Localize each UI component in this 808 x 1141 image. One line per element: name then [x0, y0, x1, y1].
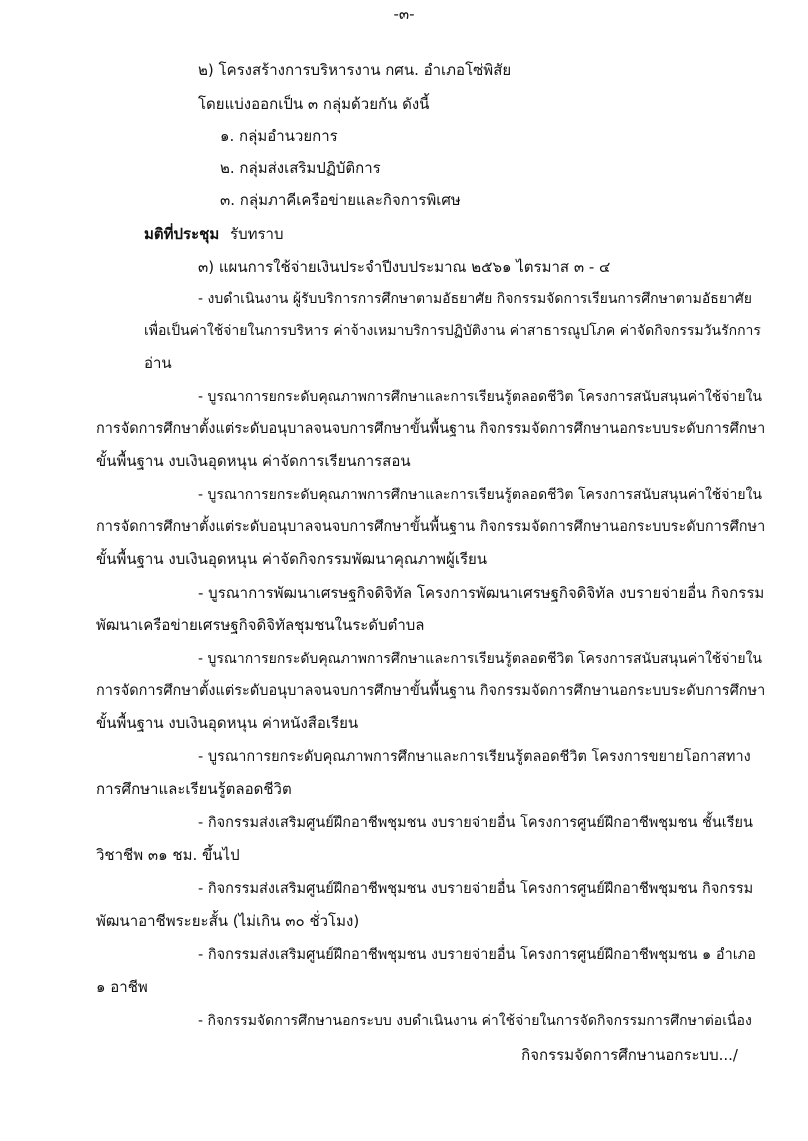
budget-item-line: การจัดการศึกษาตั้งแต่ระดับอนุบาลจนจบการศึกษาขั้นพื้นฐาน กิจกรรมจัดการศึกษานอกระบบระดับการศึกษา	[96, 421, 766, 437]
budget-item-line: - บูรณาการยกระดับคุณภาพการศึกษาและการเรียนรู้ตลอดชีวิต โครงการขยายโอกาสทาง	[198, 749, 751, 765]
budget-item-line: - บูรณาการยกระดับคุณภาพการศึกษาและการเรียนรู้ตลอดชีวิต โครงการสนับสนุนค่าใช้จ่ายใน	[198, 389, 762, 405]
budget-item-line: - กิจกรรมส่งเสริมศูนย์ฝึกอาชีพชุมชน งบรายจ่ายอื่น โครงการศูนย์ฝึกอาชีพชุมชน ชั้นเรียน	[198, 815, 753, 831]
budget-item-line: - บูรณาการยกระดับคุณภาพการศึกษาและการเรียนรู้ตลอดชีวิต โครงการสนับสนุนค่าใช้จ่ายใน	[198, 487, 762, 503]
budget-item-line: เพื่อเป็นค่าใช้จ่ายในการบริหาร ค่าจ้างเหมาบริการปฏิบัติงาน ค่าสาธารณูปโภค ค่าจัดกิจกรรมวันรักการ	[144, 323, 761, 339]
budget-item-line: ขั้นพื้นฐาน งบเงินอุดหนุน ค่าหนังสือเรียน	[96, 714, 359, 732]
resolution-value: รับทราบ	[230, 225, 284, 243]
section2-heading: ๒) โครงสร้างการบริหารงาน กศน. อำเภอโซ่พิสัย	[198, 61, 512, 79]
budget-item-line: การศึกษาและเรียนรู้ตลอดชีวิต	[96, 780, 292, 798]
resolution-label: มติที่ประชุม	[144, 225, 220, 243]
budget-item-line: ขั้นพื้นฐาน งบเงินอุดหนุน ค่าจัดกิจกรรมพัฒนาคุณภาพผู้เรียน	[96, 550, 488, 568]
page-number: -๓-	[393, 5, 415, 23]
budget-item-line: - กิจกรรมจัดการศึกษานอกระบบ งบดำเนินงาน ค่าใช้จ่ายในการจัดกิจกรรมการศึกษาต่อเนื่อง	[198, 1013, 752, 1029]
group-item: ๓. กลุ่มภาคีเครือข่ายและกิจการพิเศษ	[220, 191, 461, 209]
continuation-text: กิจกรรมจัดการศึกษานอกระบบ.../	[521, 1046, 738, 1064]
budget-item-line: - กิจกรรมส่งเสริมศูนย์ฝึกอาชีพชุมชน งบรายจ่ายอื่น โครงการศูนย์ฝึกอาชีพชุมชน กิจกรรม	[198, 881, 754, 897]
budget-item-line: - กิจกรรมส่งเสริมศูนย์ฝึกอาชีพชุมชน งบรายจ่ายอื่น โครงการศูนย์ฝึกอาชีพชุมชน ๑ อำเภอ	[198, 947, 756, 963]
budget-item-line: พัฒนาเครือข่ายเศรษฐกิจดิจิทัลชุมชนในระดับตำบล	[96, 616, 425, 634]
budget-item-line: - บูรณาการยกระดับคุณภาพการศึกษาและการเรียนรู้ตลอดชีวิต โครงการสนับสนุนค่าใช้จ่ายใน	[198, 651, 762, 667]
budget-item-line: อ่าน	[144, 354, 172, 372]
budget-item-line: - งบดำเนินงาน ผู้รับบริการการศึกษาตามอัธยาศัย กิจกรรมจัดการเรียนการศึกษาตามอัธยาศัย	[198, 291, 752, 307]
budget-item-line: วิชาชีพ ๓๑ ชม. ขึ้นไป	[96, 846, 240, 864]
group-item: ๑. กลุ่มอำนวยการ	[220, 127, 338, 145]
group-item: ๒. กลุ่มส่งเสริมปฏิบัติการ	[220, 159, 381, 177]
budget-item-line: การจัดการศึกษาตั้งแต่ระดับอนุบาลจนจบการศึกษาขั้นพื้นฐาน กิจกรรมจัดการศึกษานอกระบบระดับการศึกษา	[96, 519, 766, 535]
section3-heading: ๓) แผนการใช้จ่ายเงินประจำปีงบประมาณ ๒๕๖๑ ไตรมาส ๓ - ๔	[198, 258, 611, 276]
budget-item-line: ขั้นพื้นฐาน งบเงินอุดหนุน ค่าจัดการเรียนการสอน	[96, 452, 411, 470]
section2-intro: โดยแบ่งออกเป็น ๓ กลุ่มด้วยกัน ดังนี้	[198, 95, 430, 113]
budget-item-line: ๑ อาชีพ	[96, 978, 148, 996]
budget-item-line: - บูรณาการพัฒนาเศรษฐกิจดิจิทัล โครงการพัฒนาเศรษฐกิจดิจิทัล งบรายจ่ายอื่น กิจกรรม	[198, 584, 765, 602]
budget-item-line: พัฒนาอาชีพระยะสั้น (ไม่เกิน ๓๐ ชั่วโมง)	[96, 912, 360, 930]
resolution	[144, 224, 283, 244]
budget-item-line: การจัดการศึกษาตั้งแต่ระดับอนุบาลจนจบการศึกษาขั้นพื้นฐาน กิจกรรมจัดการศึกษานอกระบบระดับการศึกษา	[96, 683, 766, 699]
